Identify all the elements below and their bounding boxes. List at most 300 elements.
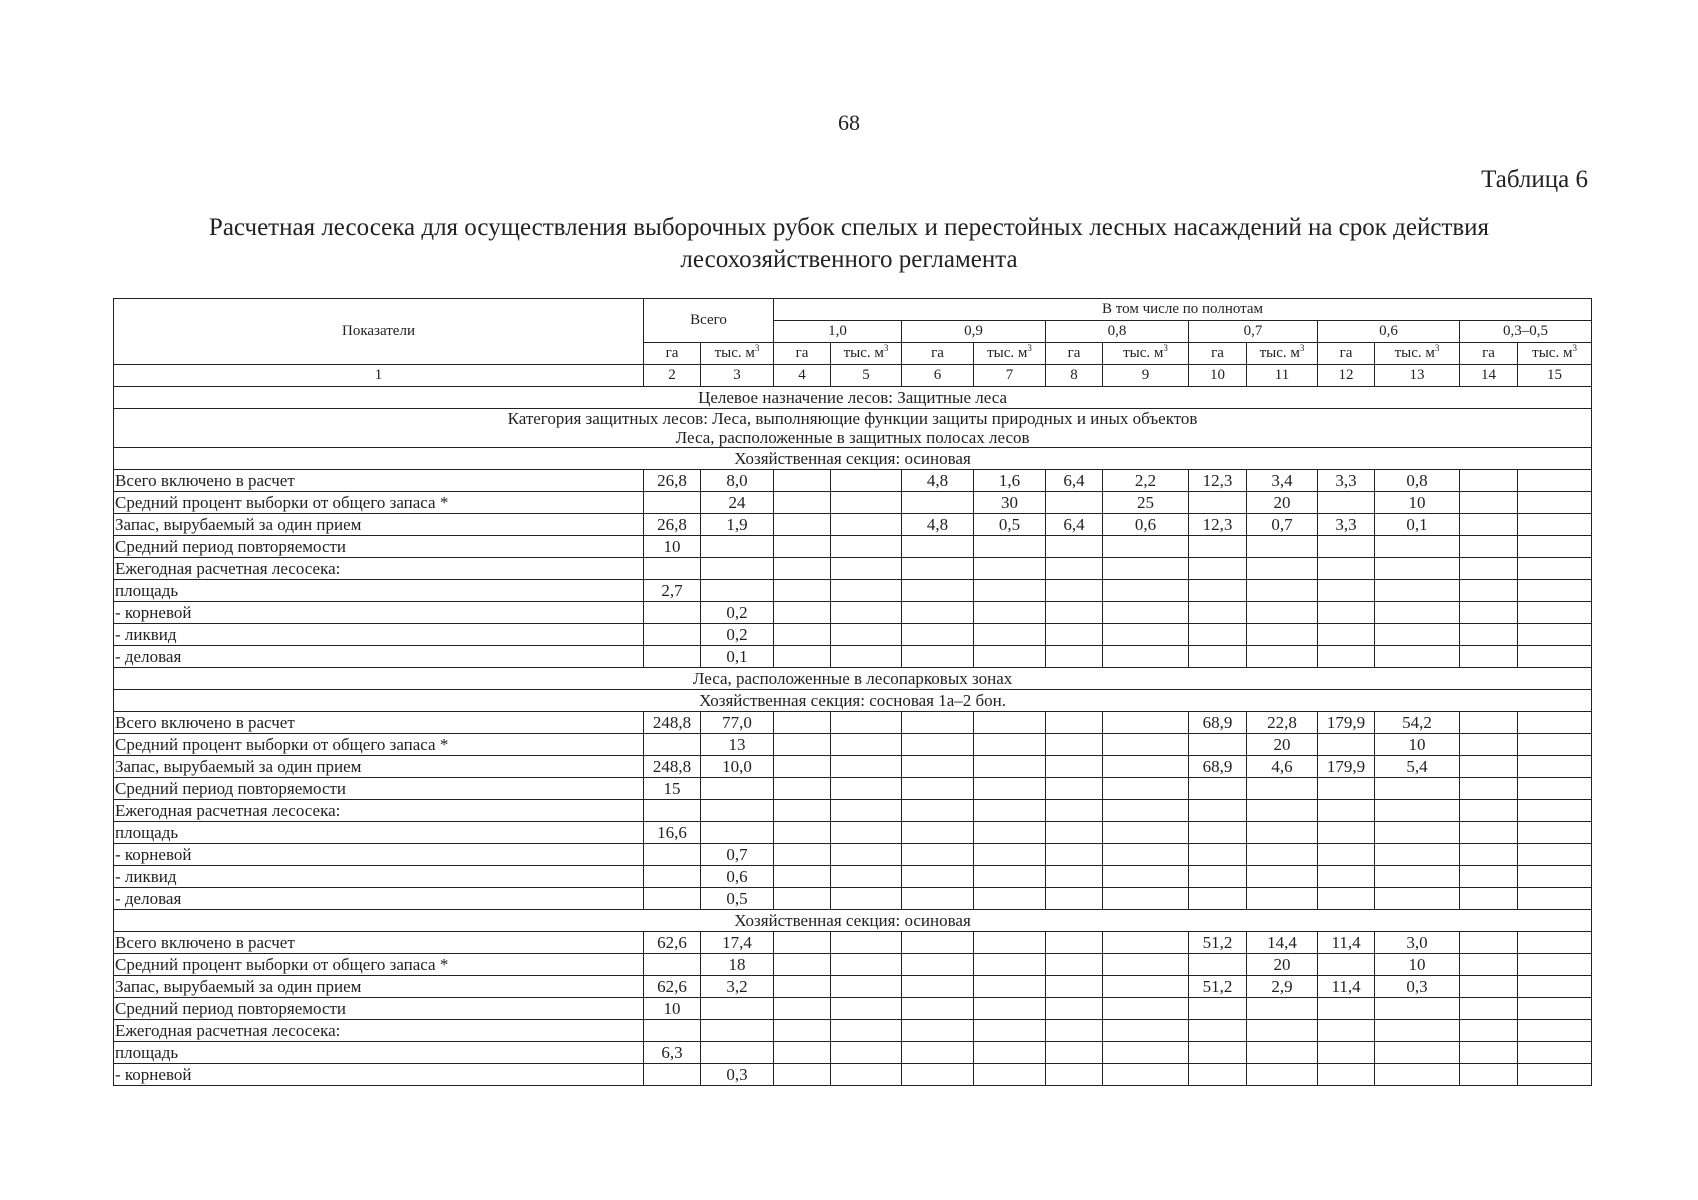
table-cell: 0,7 [1247,514,1318,536]
table-cell [974,778,1046,800]
table-cell [1247,778,1318,800]
table-cell: 6,4 [1046,470,1103,492]
row-label: Запас, вырубаемый за один прием [114,976,644,998]
table-cell [1518,866,1592,888]
table-cell [1375,624,1460,646]
row-label: Ежегодная расчетная лесосека: [114,1020,644,1042]
table-cell [902,844,974,866]
table-cell [902,800,974,822]
felling-table [113,298,1592,1086]
table-cell [1460,976,1518,998]
table-cell [831,756,902,778]
table-cell [1518,514,1592,536]
table-cell [902,866,974,888]
table-cell [701,536,774,558]
table-cell [1518,470,1592,492]
row-label: - корневой [114,844,644,866]
table-cell [1318,822,1375,844]
table-cell [1375,646,1460,668]
table-cell [1103,976,1189,998]
table-cell [1103,1020,1189,1042]
density-header: 0,3–0,5 [1460,321,1592,343]
table-cell [1103,932,1189,954]
table-cell [1518,998,1592,1020]
table-row [114,976,1592,998]
table-cell [1460,1064,1518,1086]
table-cell [974,624,1046,646]
unit-volume-text: тыс. м [843,345,884,361]
table-cell [1460,536,1518,558]
section-heading [114,409,1592,448]
table-cell [1518,536,1592,558]
row-label: Запас, вырубаемый за один прием [114,514,644,536]
table-cell [774,1042,831,1064]
table-cell [1518,1042,1592,1064]
row-label: - ликвид [114,624,644,646]
unit-volume-sup: 3 [1572,343,1577,353]
table-cell [1318,536,1375,558]
table-cell [1247,1042,1318,1064]
table-cell [1103,734,1189,756]
table-row [114,1042,1592,1064]
table-cell: 15 [644,778,701,800]
table-row [114,734,1592,756]
table-cell [831,712,902,734]
table-cell [902,536,974,558]
table-cell [774,1064,831,1086]
unit-ha: га [1189,343,1247,365]
table-cell [1518,844,1592,866]
table-cell [831,558,902,580]
table-cell [831,822,902,844]
table-cell [1375,558,1460,580]
table-cell [1318,888,1375,910]
table-cell [1103,800,1189,822]
table-cell [1518,1064,1592,1086]
table-cell [774,602,831,624]
table-cell [1189,1020,1247,1042]
table-cell [1518,712,1592,734]
table-cell [1460,932,1518,954]
table-row [114,624,1592,646]
table-cell [1189,734,1247,756]
table-cell: 6,4 [1046,514,1103,536]
table-cell [774,778,831,800]
table-cell [1375,866,1460,888]
column-number: 12 [1318,365,1375,387]
table-cell [774,536,831,558]
unit-volume-text: тыс. м [1532,345,1573,361]
table-cell [701,1042,774,1064]
table-cell: 10 [644,998,701,1020]
table-cell [1103,998,1189,1020]
table-cell [1460,646,1518,668]
row-label: - деловая [114,888,644,910]
table-cell [1247,998,1318,1020]
table-cell [831,602,902,624]
table-cell [1046,558,1103,580]
table-cell [974,646,1046,668]
table-cell [1375,822,1460,844]
table-cell [1189,558,1247,580]
table-cell [831,1020,902,1042]
table-cell [974,976,1046,998]
table-cell [774,866,831,888]
section-heading: Хозяйственная секция: осиновая [114,448,1592,470]
table-cell [1046,712,1103,734]
table-cell: 0,3 [1375,976,1460,998]
header-indicators: Показатели [114,299,644,365]
table-cell [1189,1064,1247,1086]
table-cell [1189,822,1247,844]
table-cell [1460,514,1518,536]
density-header: 1,0 [774,321,902,343]
table-cell [1518,822,1592,844]
table-cell [1103,1064,1189,1086]
column-number: 14 [1460,365,1518,387]
table-cell [1103,624,1189,646]
table-cell [831,976,902,998]
table-cell [1103,580,1189,602]
row-label: Запас, вырубаемый за один прием [114,756,644,778]
table-cell [1247,822,1318,844]
table-cell [644,602,701,624]
table-cell [831,536,902,558]
table-cell: 1,6 [974,470,1046,492]
unit-volume [831,343,902,365]
table-cell [831,1042,902,1064]
table-cell [644,954,701,976]
table-cell [1460,624,1518,646]
table-cell [831,866,902,888]
table-cell: 13 [701,734,774,756]
table-cell [974,800,1046,822]
table-cell [1460,602,1518,624]
table-cell: 0,1 [701,646,774,668]
table-row [114,646,1592,668]
table-cell: 0,2 [701,624,774,646]
table-cell: 14,4 [1247,932,1318,954]
table-cell [974,1064,1046,1086]
table-cell [644,888,701,910]
table-cell [644,800,701,822]
section-heading-line: Категория защитных лесов: Леса, выполняющие функции защиты природных и иных объектов [507,409,1198,428]
row-label: Средний период повторяемости [114,778,644,800]
row-label: - деловая [114,646,644,668]
table-cell [701,998,774,1020]
section-heading: Леса, расположенные в лесопарковых зонах [114,668,1592,690]
table-cell: 20 [1247,734,1318,756]
unit-volume [974,343,1046,365]
table-cell [1046,932,1103,954]
table-cell [974,822,1046,844]
table-cell: 179,9 [1318,712,1375,734]
table-row [114,580,1592,602]
density-header: 0,8 [1046,321,1189,343]
table-cell [1046,756,1103,778]
table-cell [774,1020,831,1042]
table-cell [1460,580,1518,602]
unit-volume-text: тыс. м [1259,345,1300,361]
table-cell [1375,888,1460,910]
table-cell: 16,6 [644,822,701,844]
table-cell [1375,602,1460,624]
table-cell: 62,6 [644,976,701,998]
unit-volume-sup: 3 [1027,343,1032,353]
table-cell: 0,5 [974,514,1046,536]
table-row [114,470,1592,492]
table-cell [1318,646,1375,668]
density-header: 0,6 [1318,321,1460,343]
table-cell [1460,778,1518,800]
table-cell [1103,646,1189,668]
table-cell [1103,536,1189,558]
table-row [114,932,1592,954]
header-total: Всего [644,299,774,343]
column-number: 10 [1189,365,1247,387]
table-cell [1103,778,1189,800]
table-cell [1046,1020,1103,1042]
unit-volume-text: тыс. м [987,345,1028,361]
table-cell [1189,800,1247,822]
table-cell [1046,624,1103,646]
table-cell [902,888,974,910]
table-cell [644,492,701,514]
table-cell: 11,4 [1318,932,1375,954]
column-number: 2 [644,365,701,387]
table-cell [1375,998,1460,1020]
row-label: - корневой [114,1064,644,1086]
table-cell: 77,0 [701,712,774,734]
table-cell [1375,800,1460,822]
table-cell: 30 [974,492,1046,514]
table-cell [644,646,701,668]
table-cell [1375,536,1460,558]
table-row [114,998,1592,1020]
table-cell [1375,1020,1460,1042]
table-cell [1460,756,1518,778]
table-row [114,756,1592,778]
table-cell [1375,1042,1460,1064]
table-cell: 2,9 [1247,976,1318,998]
table-cell [1247,1020,1318,1042]
table-cell [831,624,902,646]
table-cell [974,866,1046,888]
table-cell [1518,580,1592,602]
table-cell [902,624,974,646]
unit-volume-sup: 3 [1163,343,1168,353]
table-cell [1046,822,1103,844]
table-cell [774,646,831,668]
table-cell: 10 [1375,492,1460,514]
table-cell [902,932,974,954]
table-cell [774,558,831,580]
table-cell [1046,800,1103,822]
table-cell [831,954,902,976]
table-cell [1247,888,1318,910]
table-cell: 18 [701,954,774,976]
table-cell [1518,558,1592,580]
table-cell: 248,8 [644,756,701,778]
unit-volume-sup: 3 [883,343,889,353]
table-cell [1247,800,1318,822]
table-cell [902,954,974,976]
table-cell: 5,4 [1375,756,1460,778]
table-cell [1460,954,1518,976]
table-cell: 51,2 [1189,976,1247,998]
table-row [114,602,1592,624]
unit-ha: га [902,343,974,365]
table-cell [1046,602,1103,624]
table-cell [1103,602,1189,624]
table-row [114,800,1592,822]
column-number-row [114,365,1592,387]
table-cell [1103,888,1189,910]
row-label: - корневой [114,602,644,624]
table-cell [1460,712,1518,734]
table-cell [831,580,902,602]
table-cell [1318,998,1375,1020]
table-row [114,492,1592,514]
row-label: Всего включено в расчет [114,932,644,954]
table-cell [1460,844,1518,866]
table-cell: 10 [644,536,701,558]
table-cell [1460,1042,1518,1064]
table-cell: 20 [1247,954,1318,976]
section-row [114,409,1592,448]
table-cell [1375,1064,1460,1086]
row-label: площадь [114,1042,644,1064]
table-cell [902,580,974,602]
table-cell [644,844,701,866]
table-cell [974,536,1046,558]
table-cell [1247,1064,1318,1086]
table-cell [1460,998,1518,1020]
table-cell [1046,844,1103,866]
table-cell: 1,9 [701,514,774,536]
table-cell [774,888,831,910]
table-cell: 10 [1375,734,1460,756]
table-cell [1046,778,1103,800]
section-heading: Целевое назначение лесов: Защитные леса [114,387,1592,409]
table-cell [902,492,974,514]
table-cell [1318,800,1375,822]
table-cell [774,514,831,536]
row-label: площадь [114,822,644,844]
table-cell: 11,4 [1318,976,1375,998]
section-row [114,668,1592,690]
table-cell [1189,778,1247,800]
section-row [114,448,1592,470]
table-cell [1518,734,1592,756]
table-cell [774,800,831,822]
table-cell [1318,624,1375,646]
table-cell [1375,778,1460,800]
section-heading-line: Леса, расположенные в защитных полосах лесов [675,428,1030,447]
table-cell: 0,7 [701,844,774,866]
table-cell [902,558,974,580]
table-cell [1046,1064,1103,1086]
table-cell [644,866,701,888]
section-row [114,910,1592,932]
table-cell [774,734,831,756]
table-cell [774,954,831,976]
table-cell [974,844,1046,866]
table-cell [1375,844,1460,866]
table-cell: 62,6 [644,932,701,954]
table-cell [1046,998,1103,1020]
row-label: Всего включено в расчет [114,712,644,734]
table-cell: 54,2 [1375,712,1460,734]
row-label: Средний процент выборки от общего запаса * [114,492,644,514]
table-cell: 3,3 [1318,470,1375,492]
unit-ha: га [1318,343,1375,365]
table-cell: 3,3 [1318,514,1375,536]
table-cell: 20 [1247,492,1318,514]
unit-volume [1247,343,1318,365]
table-cell: 10,0 [701,756,774,778]
table-cell [644,558,701,580]
table-cell [1189,1042,1247,1064]
table-cell [1375,580,1460,602]
table-cell [774,492,831,514]
unit-ha: га [1046,343,1103,365]
row-label: Средний период повторяемости [114,998,644,1020]
table-cell [1460,492,1518,514]
column-number: 15 [1518,365,1592,387]
table-cell [1518,1020,1592,1042]
table-cell [902,734,974,756]
table-cell: 4,8 [902,470,974,492]
table-cell [1518,756,1592,778]
unit-volume-text: тыс. м [714,345,755,361]
table-body [114,387,1592,1086]
table-cell: 51,2 [1189,932,1247,954]
section-row [114,690,1592,712]
table-cell [831,844,902,866]
table-cell: 26,8 [644,514,701,536]
table-cell [1046,734,1103,756]
table-label: Таблица 6 [1481,166,1588,193]
column-number: 7 [974,365,1046,387]
table-cell: 179,9 [1318,756,1375,778]
table-cell [831,1064,902,1086]
table-cell [1318,580,1375,602]
table-cell [1318,778,1375,800]
table-cell [701,580,774,602]
table-cell [1189,646,1247,668]
table-cell [1518,624,1592,646]
table-cell: 3,4 [1247,470,1318,492]
table-cell: 4,6 [1247,756,1318,778]
table-cell [1189,888,1247,910]
table-cell [1460,470,1518,492]
table-cell [644,1064,701,1086]
table-cell [974,602,1046,624]
unit-volume-sup: 3 [1434,343,1440,353]
table-cell [1247,602,1318,624]
table-cell [831,998,902,1020]
table-cell [774,470,831,492]
table-cell [1518,954,1592,976]
table-cell [774,580,831,602]
table-cell [831,778,902,800]
column-number: 6 [902,365,974,387]
table-cell [831,514,902,536]
table-cell [1460,888,1518,910]
table-cell [1460,822,1518,844]
table-cell: 3,2 [701,976,774,998]
